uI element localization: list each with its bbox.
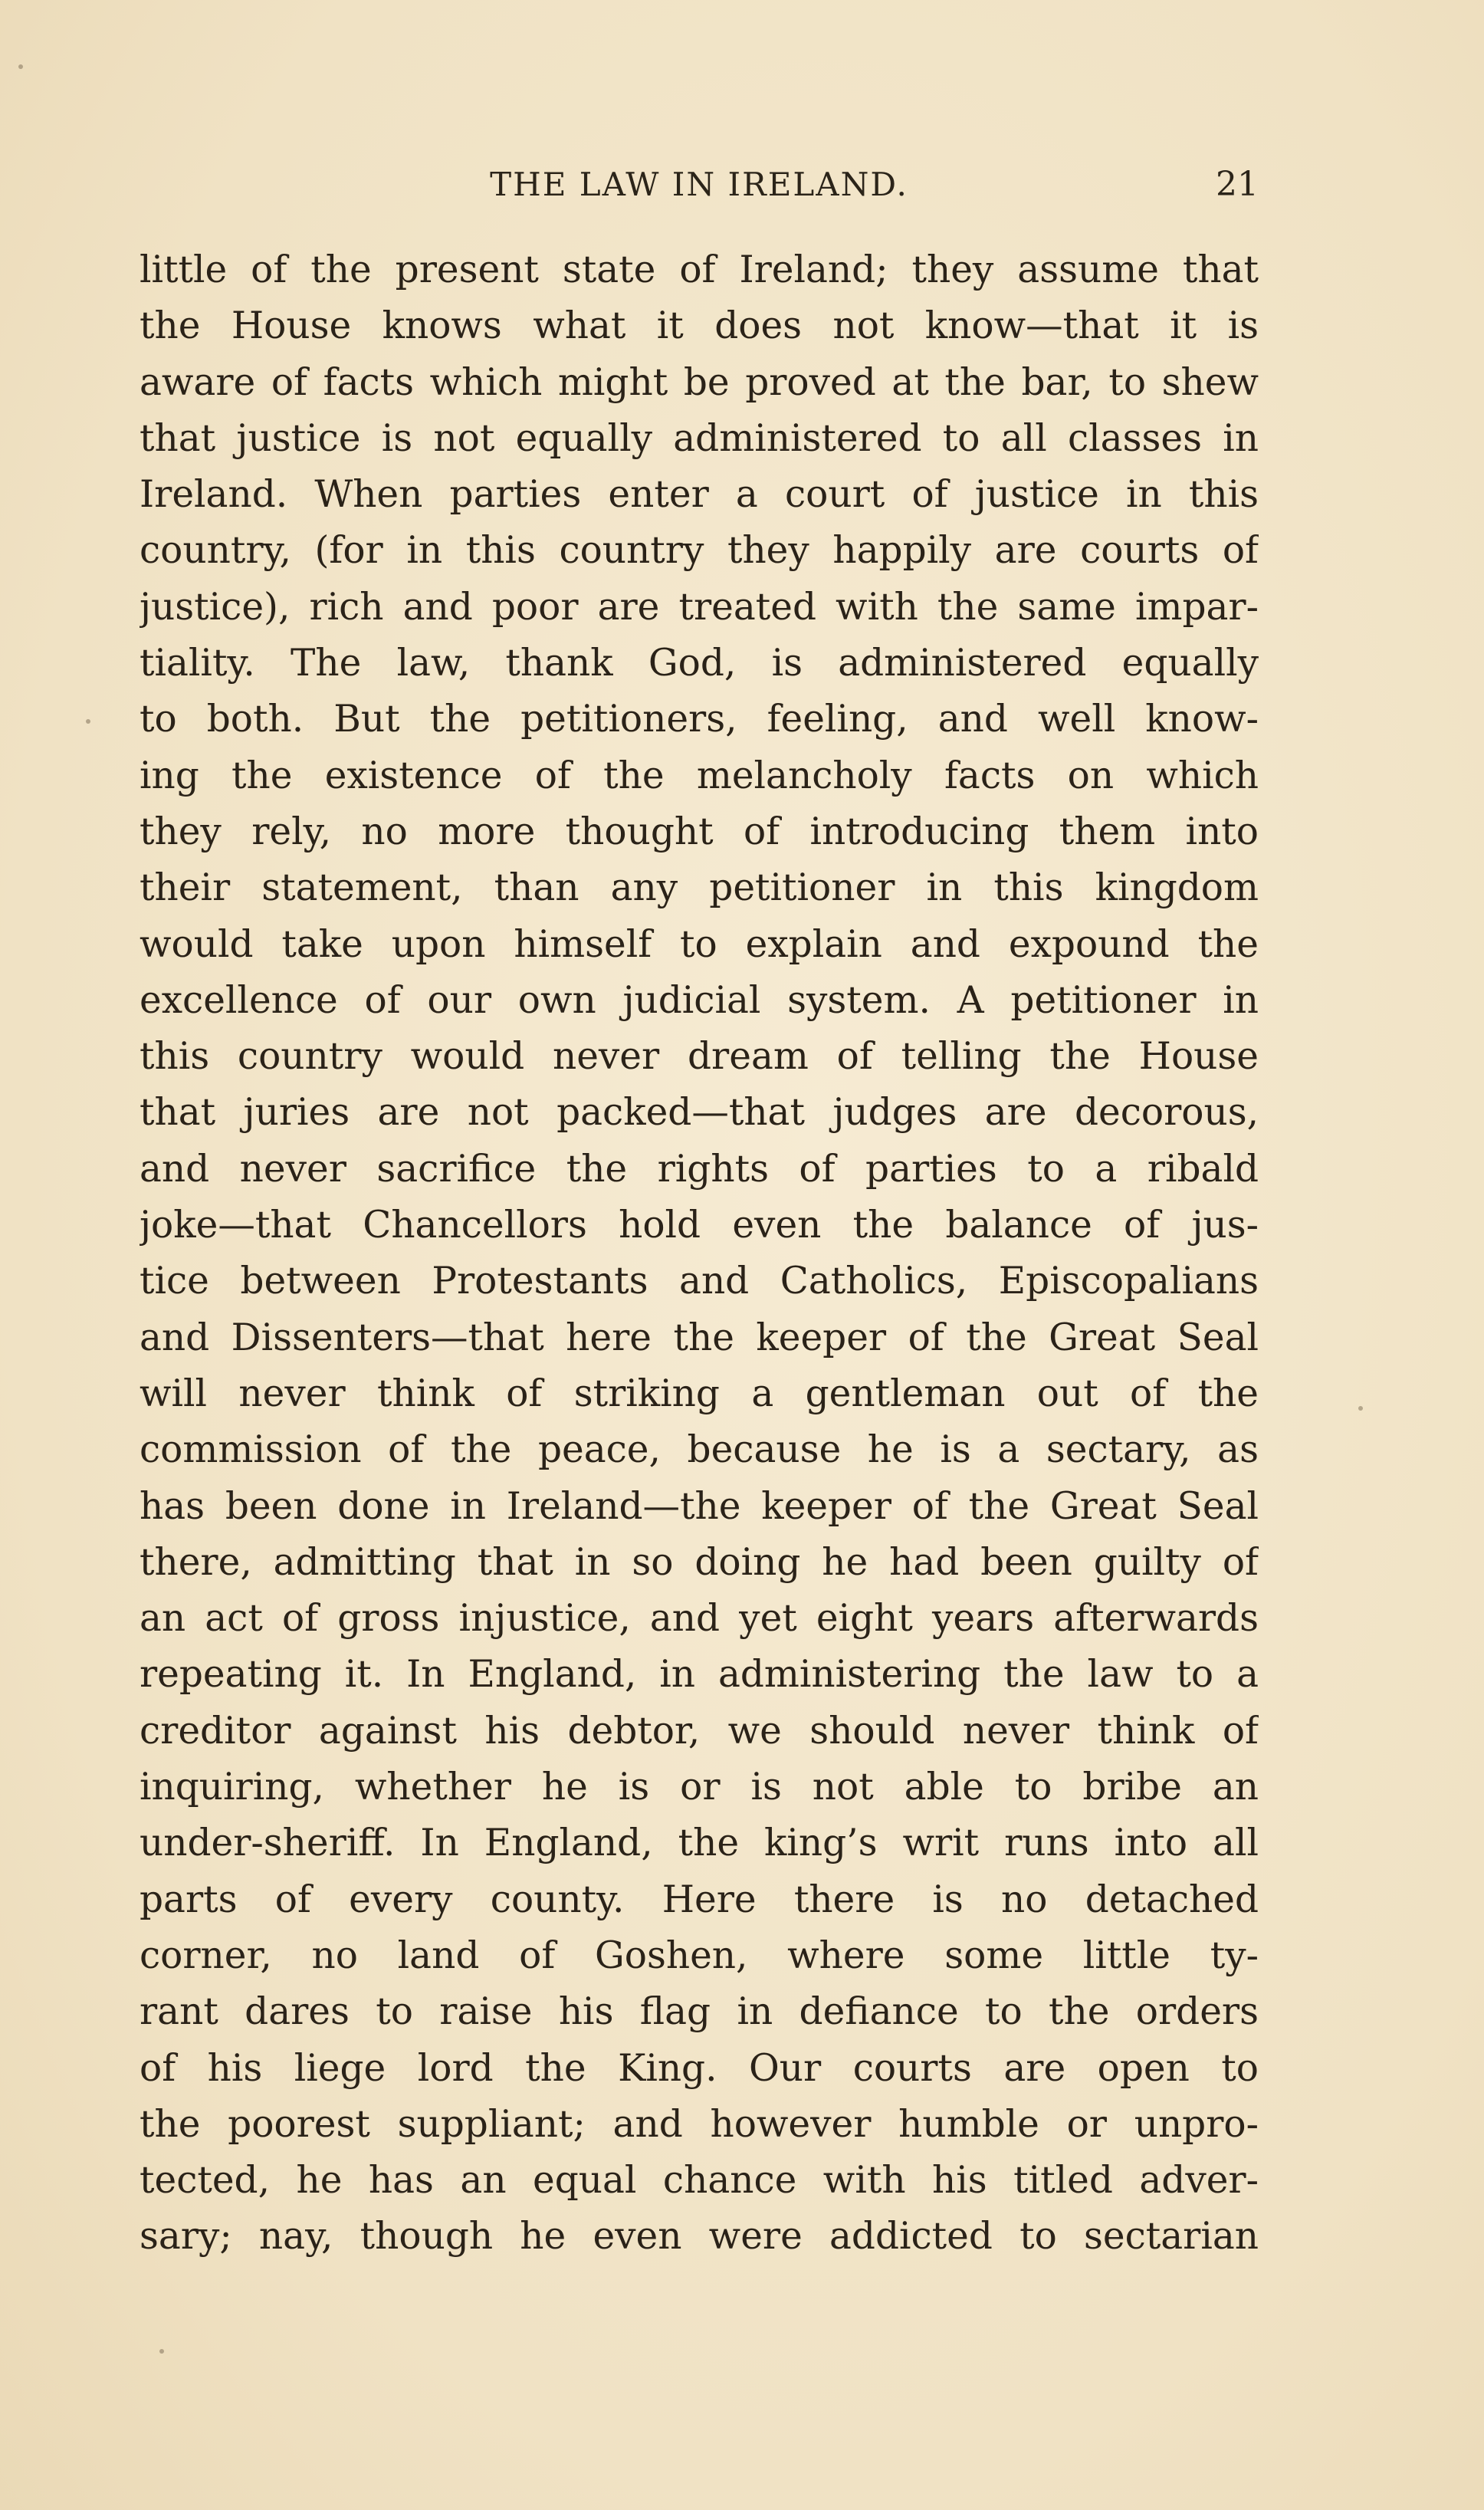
text-line: joke—that Chancellors hold even the balance of jus- <box>140 1204 1259 1247</box>
text-line: that justice is not equally administered to all classes in <box>140 416 1259 460</box>
paper-speck <box>86 719 90 724</box>
text-line: tiality. The law, thank God, is administered equally <box>140 642 1259 685</box>
text-line: commission of the peace, because he is a sectary, as <box>140 1428 1259 1472</box>
text-line: little of the present state of Ireland; they assume that <box>140 248 1259 291</box>
running-title: THE LAW IN IRELAND. <box>490 166 908 203</box>
text-line: repeating it. In England, in administering the law to a <box>140 1653 1259 1697</box>
paper-speck <box>18 64 23 69</box>
text-line: the poorest suppliant; and however humble or unpro- <box>140 2102 1259 2146</box>
text-line: country, (for in this country they happily are courts of <box>140 529 1259 573</box>
text-line: tice between Protestants and Catholics, Episcopalians <box>140 1260 1259 1303</box>
text-line: this country would never dream of telling the House <box>140 1035 1259 1079</box>
running-head <box>140 158 1259 212</box>
paper-speck <box>1358 1406 1363 1411</box>
text-line: ing the existence of the melancholy facts on which <box>140 754 1259 797</box>
page-number: 21 <box>1216 165 1259 204</box>
text-line: has been done in Ireland—the keeper of the Great Seal <box>140 1484 1259 1528</box>
text-line: an act of gross injustice, and yet eight years afterwards <box>140 1597 1259 1641</box>
text-line: justice), rich and poor are treated with the same impar- <box>140 585 1259 629</box>
text-line: the House knows what it does not know—that it is <box>140 304 1259 348</box>
text-line: Ireland. When parties enter a court of justice in this <box>140 473 1259 517</box>
paper-speck <box>159 2349 164 2354</box>
text-line: will never think of striking a gentleman out of the <box>140 1372 1259 1415</box>
text-line: creditor against his debtor, we should never think of <box>140 1709 1259 1753</box>
text-line: they rely, no more thought of introducing them into <box>140 810 1259 853</box>
text-line: corner, no land of Goshen, where some little ty- <box>140 1933 1259 1977</box>
text-line: under-sheriff. In England, the king’s writ runs into all <box>140 1822 1259 1865</box>
text-line: of his liege lord the King. Our courts are open to <box>140 2046 1259 2090</box>
text-line: and Dissenters—that here the keeper of the Great Seal <box>140 1316 1259 1359</box>
text-line: and never sacrifice the rights of parties to a ribald <box>140 1147 1259 1191</box>
text-line: parts of every county. Here there is no detached <box>140 1878 1259 1921</box>
text-line: to both. But the petitioners, feeling, and well know- <box>140 698 1259 741</box>
text-line: tected, he has an equal chance with his titled adver- <box>140 2159 1259 2203</box>
text-line: there, admitting that in so doing he had been guilty of <box>140 1540 1259 1584</box>
text-line: aware of facts which might be proved at the bar, to shew <box>140 360 1259 404</box>
text-line: that juries are not packed—that judges are decorous, <box>140 1091 1259 1135</box>
body-text <box>140 242 1259 2265</box>
text-line: would take upon himself to explain and expound the <box>140 922 1259 966</box>
text-line: rant dares to raise his flag in defiance to the orders <box>140 1990 1259 2034</box>
text-line: inquiring, whether he is or is not able to bribe an <box>140 1766 1259 1809</box>
text-line: sary; nay, though he even were addicted to sectarian <box>140 2215 1259 2259</box>
text-line: their statement, than any petitioner in this kingdom <box>140 866 1259 910</box>
text-line: excellence of our own judicial system. A petitioner in <box>140 978 1259 1022</box>
